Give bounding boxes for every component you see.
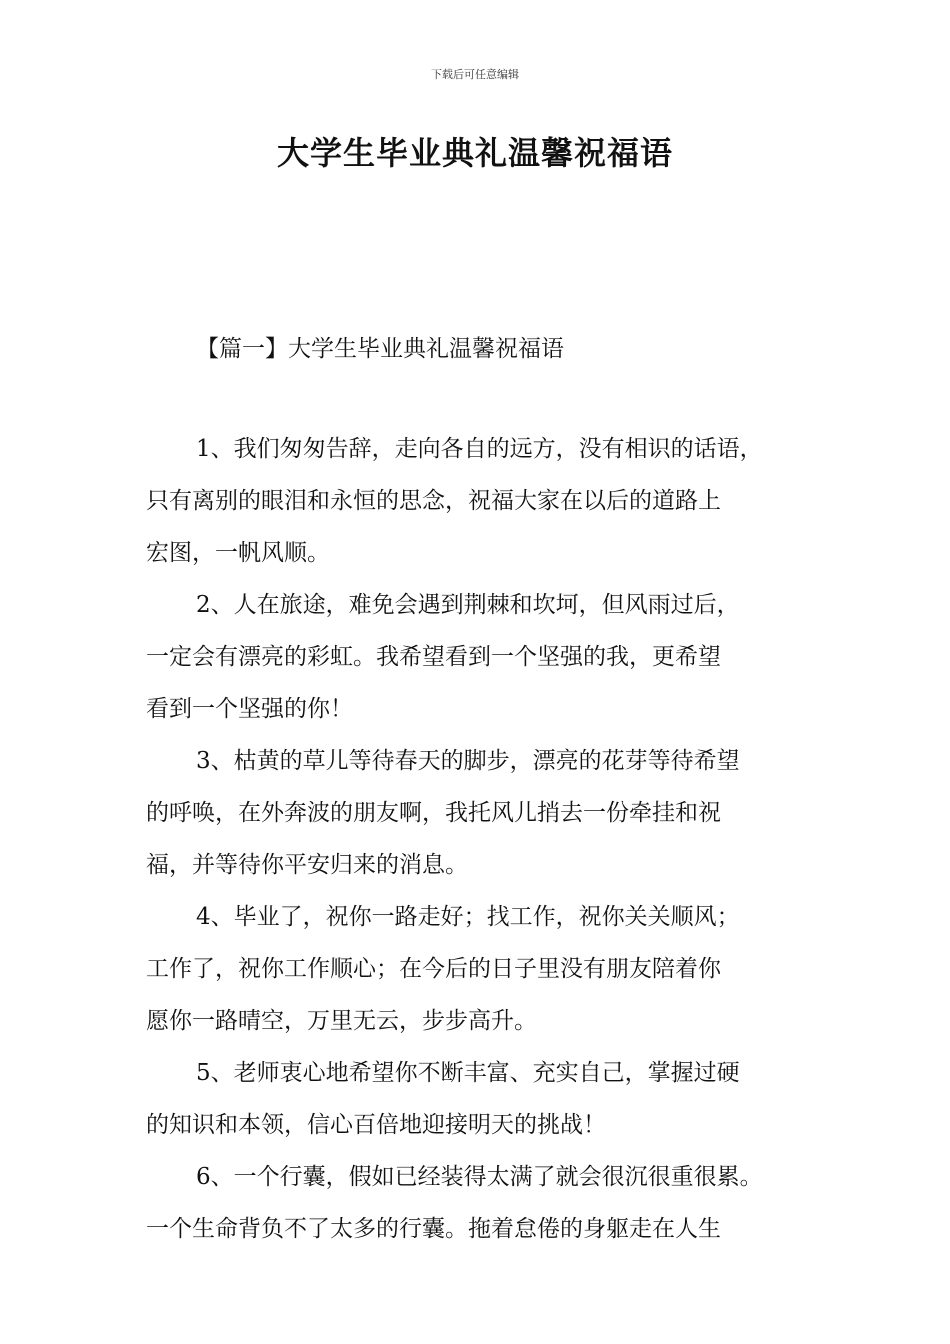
section-heading: 【篇一】大学生毕业典礼温馨祝福语 <box>196 336 564 362</box>
paragraph-line: 1、我们匆匆告辞，走向各自的远方，没有相识的话语， <box>196 436 763 462</box>
paragraph-line: 6、一个行囊，假如已经装得太满了就会很沉很重很累。 <box>196 1164 763 1190</box>
paragraph-line: 3、枯黄的草儿等待春天的脚步，漂亮的花芽等待希望 <box>196 748 740 774</box>
paragraph-line: 一个生命背负不了太多的行囊。拖着怠倦的身躯走在人生 <box>146 1216 721 1242</box>
document-body <box>146 423 826 1255</box>
paragraph-3 <box>146 735 826 891</box>
paragraph-line: 宏图，一帆风顺。 <box>146 540 330 566</box>
paragraph-line: 福，并等待你平安归来的消息。 <box>146 852 468 878</box>
paragraph-line: 的呼唤，在外奔波的朋友啊，我托风儿捎去一份牵挂和祝 <box>146 800 721 826</box>
paragraph-line: 的知识和本领，信心百倍地迎接明天的挑战！ <box>146 1112 606 1138</box>
header-note: 下载后可任意编辑 <box>431 68 519 81</box>
paragraph-6 <box>146 1151 826 1255</box>
paragraph-line: 4、毕业了，祝你一路走好；找工作，祝你关关顺风； <box>196 904 740 930</box>
paragraph-2 <box>146 579 826 735</box>
paragraph-1 <box>146 423 826 579</box>
paragraph-5 <box>146 1047 826 1151</box>
paragraph-4 <box>146 891 826 1047</box>
paragraph-line: 愿你一路晴空，万里无云，步步高升。 <box>146 1008 537 1034</box>
paragraph-line: 看到一个坚强的你！ <box>146 696 353 722</box>
document-title: 大学生毕业典礼温馨祝福语 <box>276 134 673 172</box>
paragraph-line: 工作了，祝你工作顺心；在今后的日子里没有朋友陪着你 <box>146 956 721 982</box>
paragraph-line: 一定会有漂亮的彩虹。我希望看到一个坚强的我，更希望 <box>146 644 721 670</box>
paragraph-line: 2、人在旅途，难免会遇到荆棘和坎坷，但风雨过后， <box>196 592 740 618</box>
paragraph-line: 只有离别的眼泪和永恒的思念，祝福大家在以后的道路上 <box>146 488 721 514</box>
paragraph-line: 5、老师衷心地希望你不断丰富、充实自己，掌握过硬 <box>196 1060 740 1086</box>
